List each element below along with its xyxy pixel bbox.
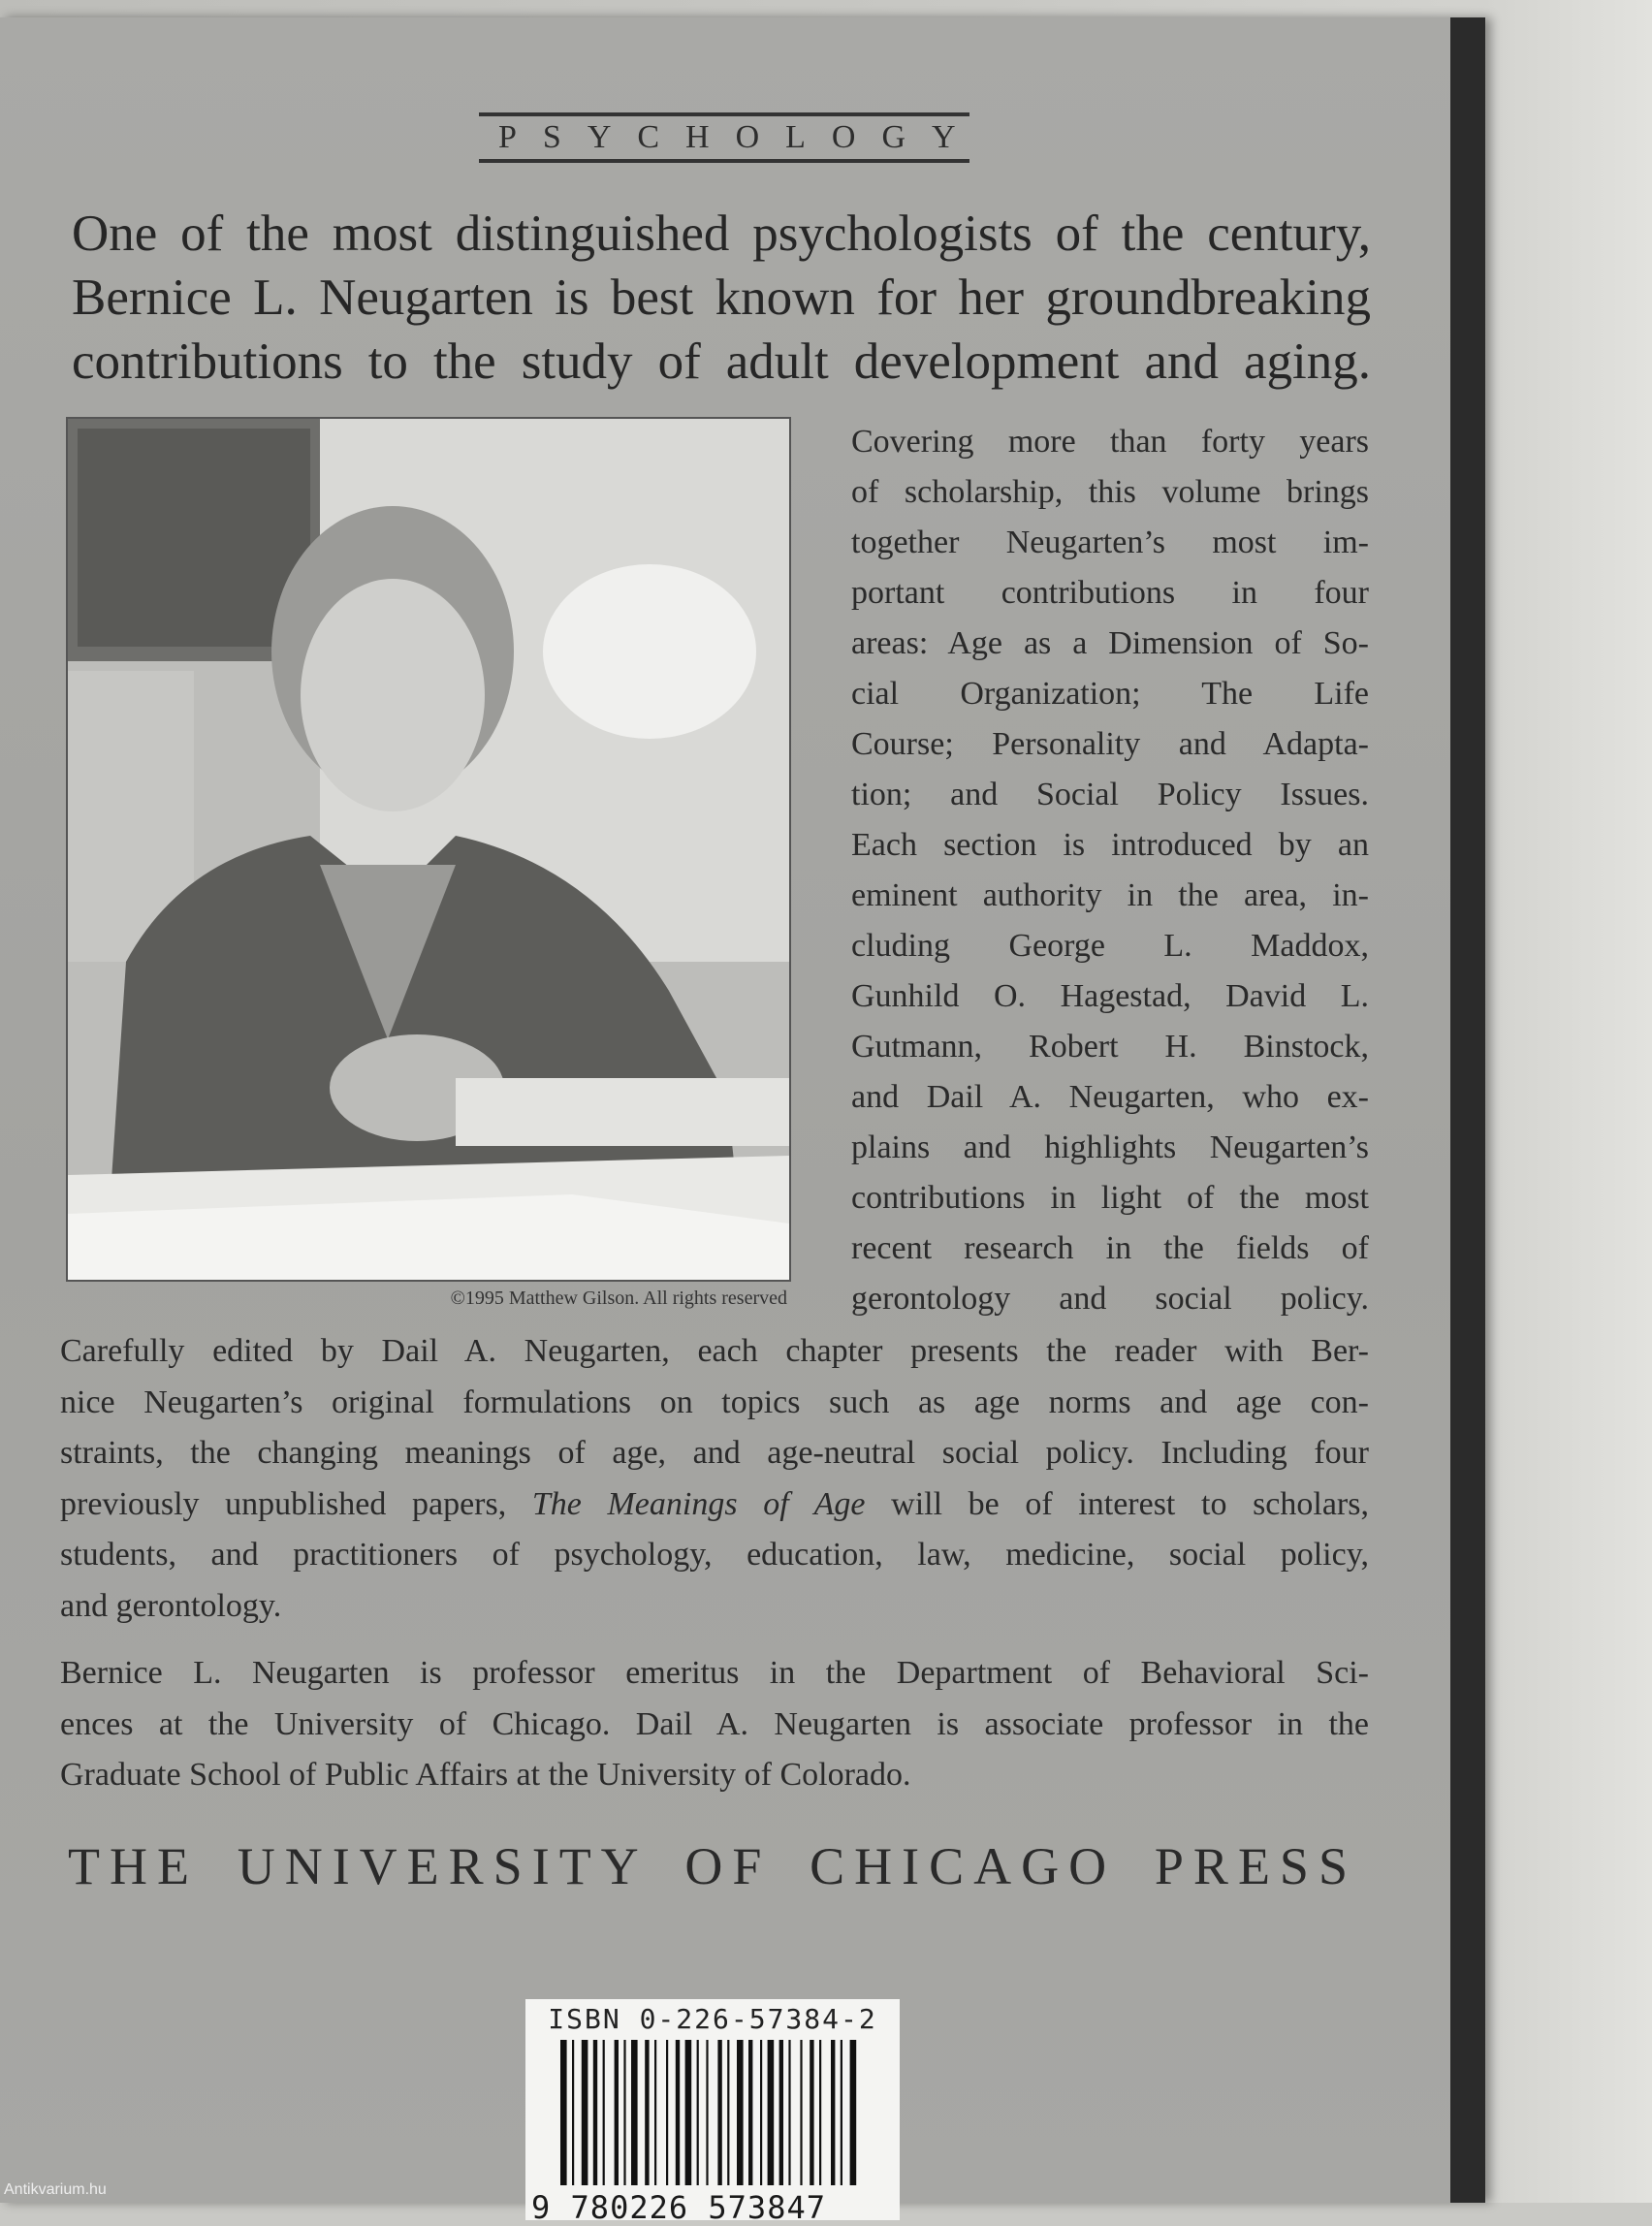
- book-back-cover: [0, 17, 1485, 2226]
- text-line: portant contributions in four: [851, 575, 1369, 611]
- text-line: recent research in the fields of: [851, 1230, 1369, 1266]
- barcode-number: 9 780226 573847: [531, 2189, 826, 2226]
- lead-paragraph: [72, 202, 1371, 394]
- text-line: together Neugarten’s most im-: [851, 525, 1369, 560]
- text-line: students, and practitioners of psychology, education, law, medicine, social policy,: [60, 1537, 1369, 1573]
- text-line: eminent authority in the area, in-: [851, 877, 1369, 913]
- text-line: nice Neugarten’s original formulations on topics such as age norms and age con-: [60, 1383, 1369, 1420]
- text-line: Gutmann, Robert H. Binstock,: [851, 1029, 1369, 1065]
- lead-line: contributions to the study of adult development and aging.: [72, 334, 1371, 390]
- text-line: cluding George L. Maddox,: [851, 928, 1369, 964]
- publisher-name: THE UNIVERSITY OF CHICAGO PRESS: [68, 1837, 1357, 1895]
- text-line: Gunhild O. Hagestad, David L.: [851, 978, 1369, 1014]
- text-line: Each section is introduced by an: [851, 827, 1369, 863]
- text-line: and gerontology.: [60, 1587, 282, 1624]
- barcode-label: [525, 1999, 900, 2226]
- text-line: plains and highlights Neugarten’s: [851, 1129, 1369, 1165]
- text-line: Graduate School of Public Affairs at the University of Colorado.: [60, 1757, 911, 1793]
- text-span: previously unpublished papers,: [60, 1485, 532, 1522]
- text-line: ences at the University of Chicago. Dail A. Neugarten is associate professor in the: [60, 1705, 1369, 1742]
- photo-credit: ©1995 Matthew Gilson. All rights reserved: [450, 1288, 787, 1309]
- author-bio: [60, 1648, 1369, 1801]
- text-line: cial Organization; The Life: [851, 676, 1369, 712]
- lead-line: One of the most distinguished psychologists of the century,: [72, 206, 1371, 262]
- background-wall: [1489, 0, 1652, 2203]
- watermark-text: Antikvarium.hu: [4, 2181, 107, 2198]
- text-line: Carefully edited by Dail A. Neugarten, each chapter presents the reader with Ber-: [60, 1333, 1369, 1369]
- text-line: and Dail A. Neugarten, who ex-: [851, 1079, 1369, 1115]
- description-column: [851, 417, 1369, 1324]
- text-line: Bernice L. Neugarten is professor emeritus in the Department of Behavioral Sci-: [60, 1655, 1369, 1691]
- text-line: gerontology and social policy.: [851, 1281, 1369, 1317]
- text-line: Course; Personality and Adapta-: [851, 726, 1369, 762]
- author-photo: [66, 417, 791, 1282]
- book-title: The Meanings of Age: [531, 1485, 866, 1522]
- text-line: Covering more than forty years: [851, 424, 1369, 460]
- description-paragraph: [60, 1326, 1369, 1632]
- isbn-text: ISBN 0-226-57384-2: [548, 2003, 877, 2035]
- text-line: contributions in light of the most: [851, 1180, 1369, 1216]
- text-line: [60, 1479, 1369, 1531]
- text-line: areas: Age as a Dimension of So-: [851, 625, 1369, 661]
- text-line: straints, the changing meanings of age, and age-neutral social policy. Including four: [60, 1435, 1369, 1471]
- lead-line: Bernice L. Neugarten is best known for her groundbreaking: [72, 270, 1371, 326]
- text-span: will be of interest to scholars,: [865, 1485, 1369, 1522]
- category-label: PSYCHOLOGY: [479, 112, 969, 163]
- text-line: of scholarship, this volume brings: [851, 474, 1369, 510]
- text-line: tion; and Social Policy Issues.: [851, 777, 1369, 812]
- barcode-icon: [560, 2040, 871, 2185]
